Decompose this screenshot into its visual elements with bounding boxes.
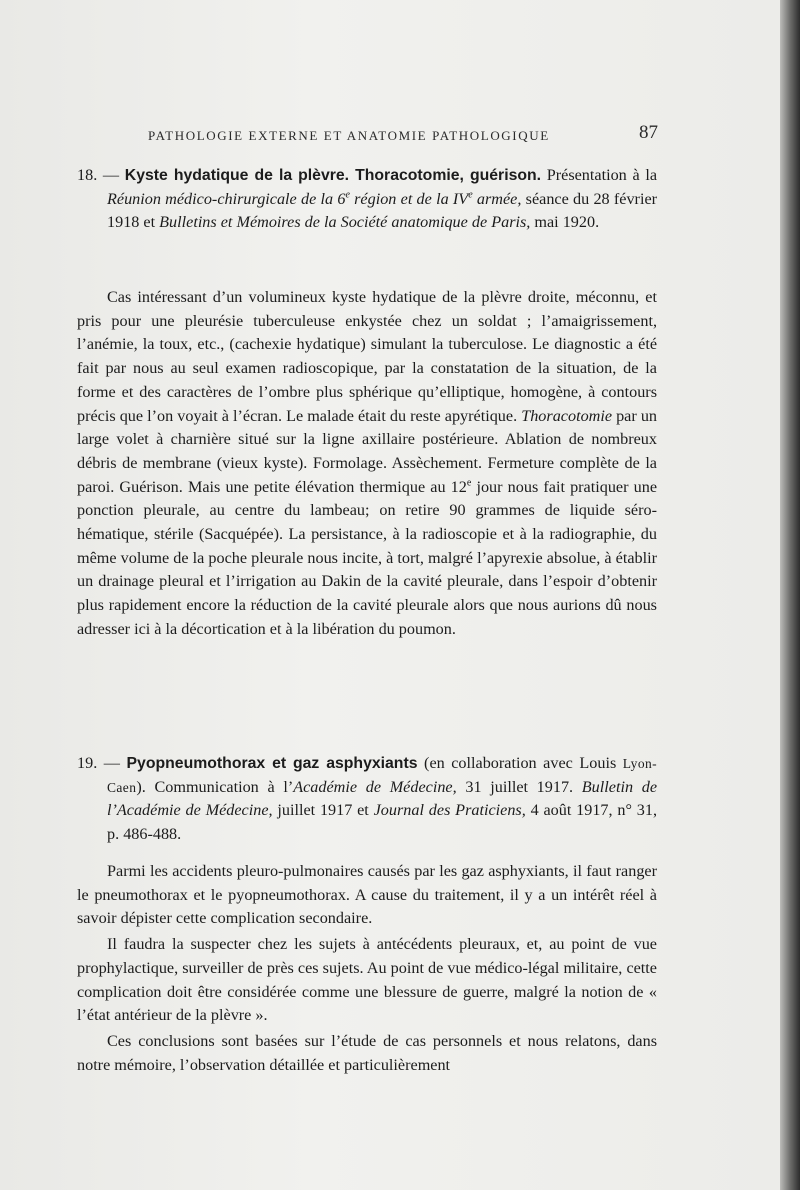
page-number: 87	[639, 122, 658, 143]
entry-19-paragraph-1: Parmi les accidents pleuro-pulmonaires causés par les gaz asphyxiants, il faut ranger le pneumothorax et le pyopneumothorax. A cause du traitement, il y a un intérêt réel à savoir dépister cette complication secondaire.	[77, 862, 657, 928]
entry-18-title: Kyste hydatique de la plèvre. Thoracotomie, guérison.	[124, 167, 542, 184]
entry-18-body-c: jour nous fait pratiquer une ponction pleurale, au centre du lambeau; on retire 90 grammes de liquide séro-hématique, stérile (Sacquépée). La persistance, à la radioscopie et à la radiographie, du même volume de la poche pleurale nous incite, à tort, malgré l’apyrexie absolue, à établir un drainage pleural et l’irrigation au Dakin de la cavité pleurale, dans l’espoir d’obtenir plus rapidement encore la réduction de la cavité pleurale alors que nous aurions dû nous adresser ici à la décortication et à la libération du poumon.	[77, 477, 658, 638]
entry-18-heading	[77, 164, 657, 235]
entry-19-author: Lyon-Caen	[107, 756, 658, 795]
running-title: PATHOLOGIE EXTERNE ET ANATOMIE PATHOLOGIQUE	[148, 128, 550, 143]
entry-18-body-sup: e	[466, 477, 472, 489]
entry-19-journal: Journal des Praticiens,	[373, 801, 526, 820]
entry-19-bulletin: Bulletin de l’Académie de Médecine,	[107, 777, 658, 820]
entry-18-bulletin: Bulletins et Mémoires de la Société anatomique de Paris,	[159, 213, 531, 232]
entry-19-paragraph-2: Il faudra la suspecter chez les sujets à antécédents pleuraux, et, au point de vue prophylactique, surveiller de près ces sujets. Au point de vue médico-légal militaire, cette complication doit être considérée comme une blessure de guerre, malgré la notion de « l’état antérieur de la plèvre ».	[77, 935, 657, 1025]
entry-19-title: Pyopneumothorax et gaz asphyxiants	[126, 755, 418, 772]
entry-18-ref-text: Présentation à la	[541, 166, 658, 184]
entry-19-ref-text: (en collaboration avec Louis	[417, 754, 623, 772]
entry-18-body	[77, 286, 657, 642]
entry-18-venue-a: Réunion médico-chirurgicale de la 6	[107, 189, 346, 208]
entry-18-date: séance du 28 février 1918 et	[107, 189, 658, 232]
entry-19-heading	[77, 752, 657, 847]
entry-18-venue	[107, 190, 521, 208]
entry-19-academie: Académie de Médecine,	[293, 777, 457, 796]
entry-19-number: 19. —	[77, 754, 120, 772]
entry-19-paragraph-3: Ces conclusions sont basées sur l’étude de cas personnels et nous relatons, dans notre mémoire, l’observation détaillée et particulièrement	[77, 1031, 657, 1074]
entry-19-reference	[77, 752, 657, 847]
page-edge-shadow	[780, 0, 800, 1190]
entry-19-month: juillet 1917 et	[272, 801, 374, 820]
entry-18-sup-1: e	[345, 189, 350, 201]
entry-19-communication: ). Communication à l’	[136, 777, 294, 796]
entry-18-body-a: Cas intéressant d’un volumineux kyste hydatique de la plèvre droite, méconnu, et pris pour une pleurésie tuberculeuse enkystée chez un soldat ; l’amaigrissement, l’anémie, la toux, etc., (cachexie hydatique) simulant la tuberculose. Le diagnostic a été fait par nous au seul examen radioscopique, par la constatation de la situation, de la forme et des caractères de l’ombre plus sphérique qu’elliptique, homogène, à contours précis que l’on voyait à l’écran. Le malade était du reste apyrétique.	[77, 288, 657, 425]
entry-18-paragraph	[77, 286, 657, 642]
entry-19-pages: 4 août 1917, n° 31, p. 486-488.	[107, 801, 657, 844]
entry-18-sup-2: e	[468, 189, 473, 201]
entry-18-body-italic: Thoracotomie	[521, 406, 613, 425]
entry-19-body	[77, 860, 657, 1077]
entry-18-number: 18. —	[77, 166, 120, 184]
entry-18-venue-b: région et de la IV	[349, 189, 469, 208]
entry-18-reference	[77, 164, 657, 235]
entry-18-body-b: par un large volet à charnière situé sur la ligne axillaire postérieure. Ablation de nombreux débris de membrane (vieux kyste). Formolage. Assèchement. Fermeture complète de la paroi. Guérison. Mais une petite élévation thermique au 12	[77, 406, 658, 496]
entry-18-venue-c: armée,	[472, 189, 522, 208]
entry-19-date: 31 juillet 1917.	[456, 777, 582, 796]
entry-18-year: mai 1920.	[530, 213, 600, 232]
